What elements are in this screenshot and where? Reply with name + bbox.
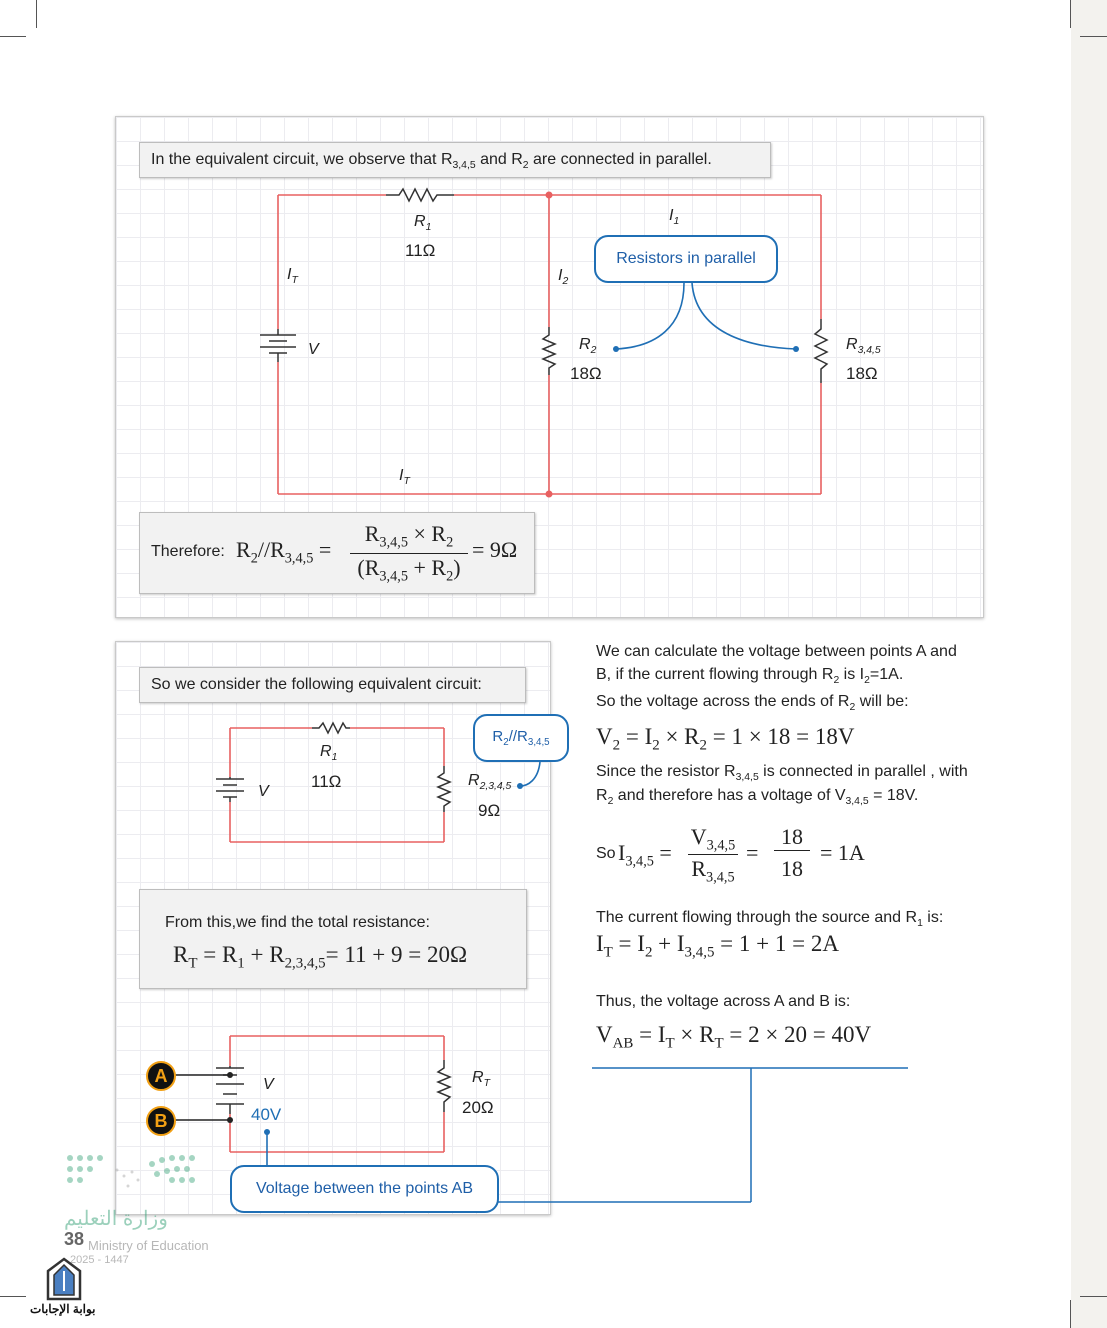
resistor-r2345-symbol: [438, 766, 450, 812]
crop-mark: [1070, 0, 1071, 28]
crop-mark: [0, 1296, 26, 1297]
arrow-dot: [264, 1129, 270, 1135]
crop-mark: [1070, 1300, 1071, 1328]
rt-label: $R_T$: [472, 1069, 490, 1090]
r345-value: 18Ω: [846, 364, 878, 383]
callout-arrow-left: [616, 283, 684, 349]
equivalent-circuit-panel: [115, 641, 551, 1215]
crop-mark: [1080, 36, 1107, 37]
junction-dot: [546, 192, 553, 199]
resistor-r1-symbol: [386, 189, 454, 201]
eq-vab: $V_{AB} = I_T \times R_T = 2 \times 20 = 40V$: [596, 1022, 872, 1052]
v2-label: V: [263, 1076, 274, 1093]
intro-line-2: B, if the current flowing through $R_2$ is $I_2=1A$.: [596, 666, 904, 687]
crop-mark: [36, 0, 37, 28]
parallel-note-line-1: Since the resistor $R_{3,4,5}$ is connected in parallel , with: [596, 763, 968, 784]
ministry-year: 2025 - 1447: [70, 1254, 129, 1266]
panel1-heading: In the equivalent circuit, we observe that $R_{3,4,5}$ and $R_2$ are connected in parallel.: [139, 142, 771, 178]
arrow-dot: [613, 346, 619, 352]
battery-symbol: [216, 777, 244, 802]
callout-arrow-right: [692, 283, 796, 349]
eq-i345: So $I_{3,4,5}$ = $V_{3,4,5}$ $R_{3,4,5}$ = 18 18 = 1A: [596, 824, 865, 886]
rt-value: 20Ω: [462, 1098, 494, 1117]
crop-mark: [0, 36, 26, 37]
ministry-name-ar: وزارة التعليم: [64, 1208, 168, 1230]
i1-label: $I_1$: [669, 207, 680, 228]
parallel-formula-box: Therefore: $R_2//R_{3,4,5}$ = $R_{3,4,5} \times R_2$ $(R_{3,4,5} + R_2)$ = 9Ω: [139, 512, 535, 594]
r2-parallel-r345-callout: $R_2//R_{3,4,5}$: [473, 714, 569, 762]
parallel-circuit-panel: [115, 116, 984, 618]
ministry-logo-dots: [62, 1150, 202, 1200]
ministry-name-en: Ministry of Education: [88, 1238, 209, 1253]
v2-value: 40V: [251, 1105, 282, 1124]
total-resistance-box: From this,we find the total resistance: $R_T = R_1 + R_{2,3,4,5}= 11 + 9 = 20\Omega$: [139, 889, 527, 989]
intro-line-1: We can calculate the voltage between points A and: [596, 643, 957, 660]
point-a-marker: A: [146, 1061, 176, 1091]
source-current-text: The current flowing through the source and $R_1$ is:: [596, 909, 944, 930]
it-bottom-label: $I_T$: [399, 467, 410, 488]
voltage-ab-callout: Voltage between the points AB: [230, 1165, 499, 1213]
r2345-value: 9Ω: [478, 801, 501, 820]
r1-value: 11Ω: [311, 772, 342, 791]
page-margin-strip: [1071, 0, 1107, 1328]
junction-dot: [546, 491, 553, 498]
resistor-r2-symbol: [543, 327, 555, 375]
terminal-dot: [227, 1117, 233, 1123]
page-number: 38: [64, 1229, 85, 1249]
resistor-r345-symbol: [815, 319, 827, 383]
i2-label: $I_2$: [558, 267, 569, 288]
r345-label: $R_{3,4,5}$: [846, 336, 881, 357]
r1-label: $R_1$: [320, 743, 338, 764]
site-name-ar: بوابة الإجابات: [30, 1302, 96, 1316]
resistor-rt-symbol: [438, 1060, 450, 1112]
voltage-ab-text: Thus, the voltage across A and B is:: [596, 993, 851, 1010]
callout-arrow-r2345: [520, 762, 540, 786]
site-logo-icon: [42, 1255, 86, 1303]
v-label: V: [258, 783, 269, 800]
resistors-in-parallel-callout: Resistors in parallel: [594, 235, 778, 283]
resistor-r1-symbol: [312, 723, 350, 733]
panel2-heading: So we consider the following equivalent circuit:: [139, 667, 526, 703]
terminal-dot: [227, 1072, 233, 1078]
v-label: V: [308, 341, 319, 358]
point-b-marker: B: [146, 1106, 176, 1136]
eq-it: $I_T = I_2 + I_{3,4,5} = 1 + 1 = 2A$: [596, 931, 839, 961]
r2345-label: $R_{2,3,4,5}$: [468, 772, 512, 793]
arrow-dot: [517, 783, 523, 789]
r2-value: 18Ω: [570, 364, 602, 383]
battery-symbol: [260, 329, 296, 362]
intro-line-3: So the voltage across the ends of $R_2$ will be:: [596, 693, 909, 714]
it-label: $I_T$: [287, 266, 298, 287]
eq-v2: $V_2 = I_2 \times R_2 = 1 \times 18 = 18V$: [596, 724, 855, 754]
crop-mark: [1080, 1296, 1107, 1297]
r2-label: $R_2$: [579, 336, 597, 357]
r1-value: 11Ω: [405, 241, 436, 260]
r1-label: $R_1$: [414, 213, 432, 234]
arrow-dot: [793, 346, 799, 352]
parallel-note-line-2: $R_2$ and therefore has a voltage of $V_{3,4,5} = 18V$.: [596, 787, 919, 808]
